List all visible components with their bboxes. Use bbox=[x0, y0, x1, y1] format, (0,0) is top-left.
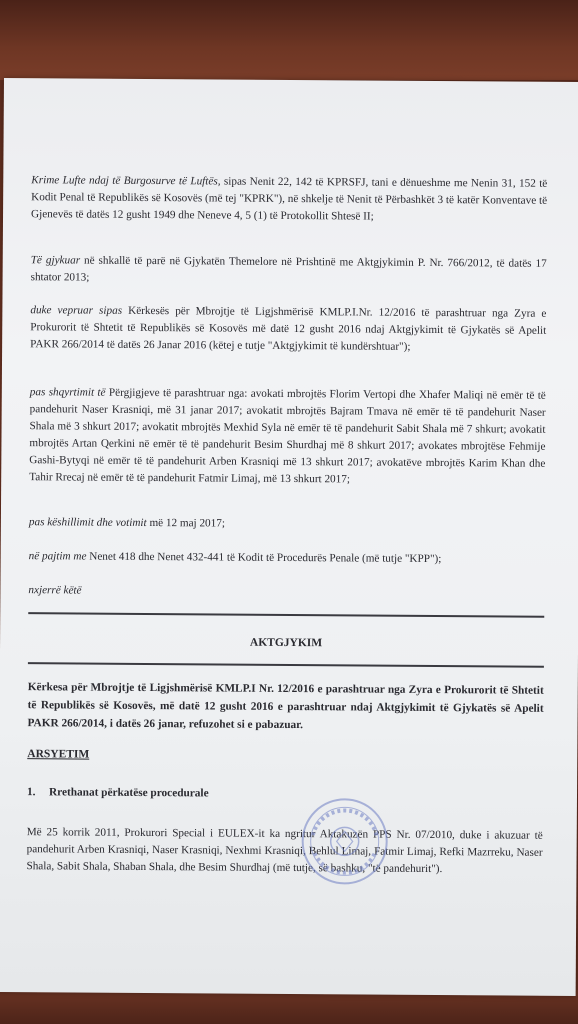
paragraph-pursuant bbox=[29, 548, 545, 569]
paragraph-responses bbox=[29, 384, 546, 490]
paragraph-deliberation bbox=[29, 514, 545, 535]
wooden-table-top bbox=[0, 0, 578, 80]
charges-text: sipas Nenit 22, 142 të KPRSFJ, tani e dënueshme me Nenin 31, 152 të Kodit Penal të Republikës së Kosovës (më tej "KPRK"), në shkelje të Nenit të Përbashkët 3 të katër Konventave të Gjenevës të datës 12 gusht 1949 dhe Neneve 4, 5 (1) të Protokollit Shtesë II; bbox=[31, 175, 548, 223]
pursuant-text: Nenet 418 dhe Nenet 432-441 të Kodit të Procedurës Penale (më tutje "KPP"); bbox=[86, 550, 442, 566]
paragraph-request bbox=[30, 302, 546, 357]
subsection-title: Rrethanat përkatëse procedurale bbox=[48, 786, 209, 800]
document-page bbox=[0, 78, 578, 996]
reasoning-heading: ARSYETIM bbox=[27, 748, 90, 761]
paragraph-charges bbox=[31, 172, 547, 227]
request-text: Kërkesës për Mbrojtje të Ligjshmërisë KMLP.I.Nr. 12/2016 të parashtruar nga Zyra e Prokurorit të Shtetit të Republikës së Kosovës më datë 12 gusht 2016 ndaj Aktgjykimit të Gjykatës së Apelit PAKR 266/2014 të datës 26 Janar 2016 (këtej e tutje "Aktgjykimit të kundërshtuar"); bbox=[30, 304, 547, 353]
responses-lead: pas shqyrtimit të bbox=[29, 386, 106, 399]
deliberation-text: më 12 maj 2017; bbox=[146, 517, 226, 530]
verdict-text: Kërkesa për Mbrojtje të Ligjshmërisë KMLP.I Nr. 12/2016 e parashtruar nga Zyra e Prokurorit të Shtetit të Republikës së Kosovës, më datë 12 gusht 2016 e parashtruar ndaj Aktgjykimit të Gjykatës së Apelit PAKR 266/2014, i datës 26 janar, refuzohet si e pabazuar. bbox=[27, 681, 544, 732]
charges-lead: Krime Lufte ndaj të Burgosurve të Luftës, bbox=[31, 174, 221, 188]
deliberation-lead: pas këshillimit dhe votimit bbox=[28, 516, 147, 530]
pursuant-lead: në pajtim me bbox=[28, 550, 87, 563]
court-stamp-icon bbox=[298, 795, 391, 888]
paragraph-indictment: Më 25 korrik 2011, Prokurori Special i EULEX-it ka ngritur Aktakuzën PPS Nr. 07/2010, duke i akuzuar të pandehurit Arben Krasniqi, Naser Krasniqi, Nexhmi Krasniqi, Behlul Limaj, Fatmir Limaj, Refki Mazrreku, Naser Shala, Sabit Shala, Shaban Shala, dhe Besim Shurdhaj (më tutje, së bashku, "të pandehurit"). bbox=[26, 826, 543, 876]
first-instance-lead: Të gjykuar bbox=[30, 254, 81, 267]
first-instance-text: në shkallë të parë në Gjykatën Themelore në Prishtinë me Aktgjykimin P. Nr. 766/2012, të datës 17 shtator 2013; bbox=[30, 254, 547, 284]
responses-text: Përgjigjeve të parashtruar nga: avokati mbrojtës Florim Vertopi dhe Xhafer Maliqi në emër të të pandehurit Naser Krasniqi, më 31 janar 2017; avokatit mbrojtës Bajram Tmava në emër të të pandehurit Naser Shala më 3 shkurt 2017; avokatit mbrojtës Mexhid Syla në emër të të pandehurit Sabit Shala më 7 shkurt; avokatit mbrojtës Artan Qerkini në emër të të pandehurit Besim Shurdhaj më 8 shkurt 2017; avokates mbrojtëse Fehmije Gashi-Bytyqi në emër të të pandehurit Arben Krasniqi më 13 shkurt 2017; avokatëve mbrojtës Karim Khan dhe Tahir Rrecaj në emër të të pandehurit Fatmir Limaj, më 13 shkurt 2017; bbox=[29, 386, 546, 486]
paragraph-first-instance bbox=[31, 252, 547, 290]
request-lead: duke vepruar sipas bbox=[30, 304, 123, 317]
subsection-heading bbox=[27, 786, 209, 799]
subsection-number: 1. bbox=[26, 786, 36, 799]
divider-top bbox=[28, 612, 544, 618]
paragraph-issues: nxjerrë këtë bbox=[28, 584, 82, 597]
verdict-heading: AKTGJYKIM bbox=[249, 636, 323, 650]
divider-bottom bbox=[28, 662, 544, 668]
